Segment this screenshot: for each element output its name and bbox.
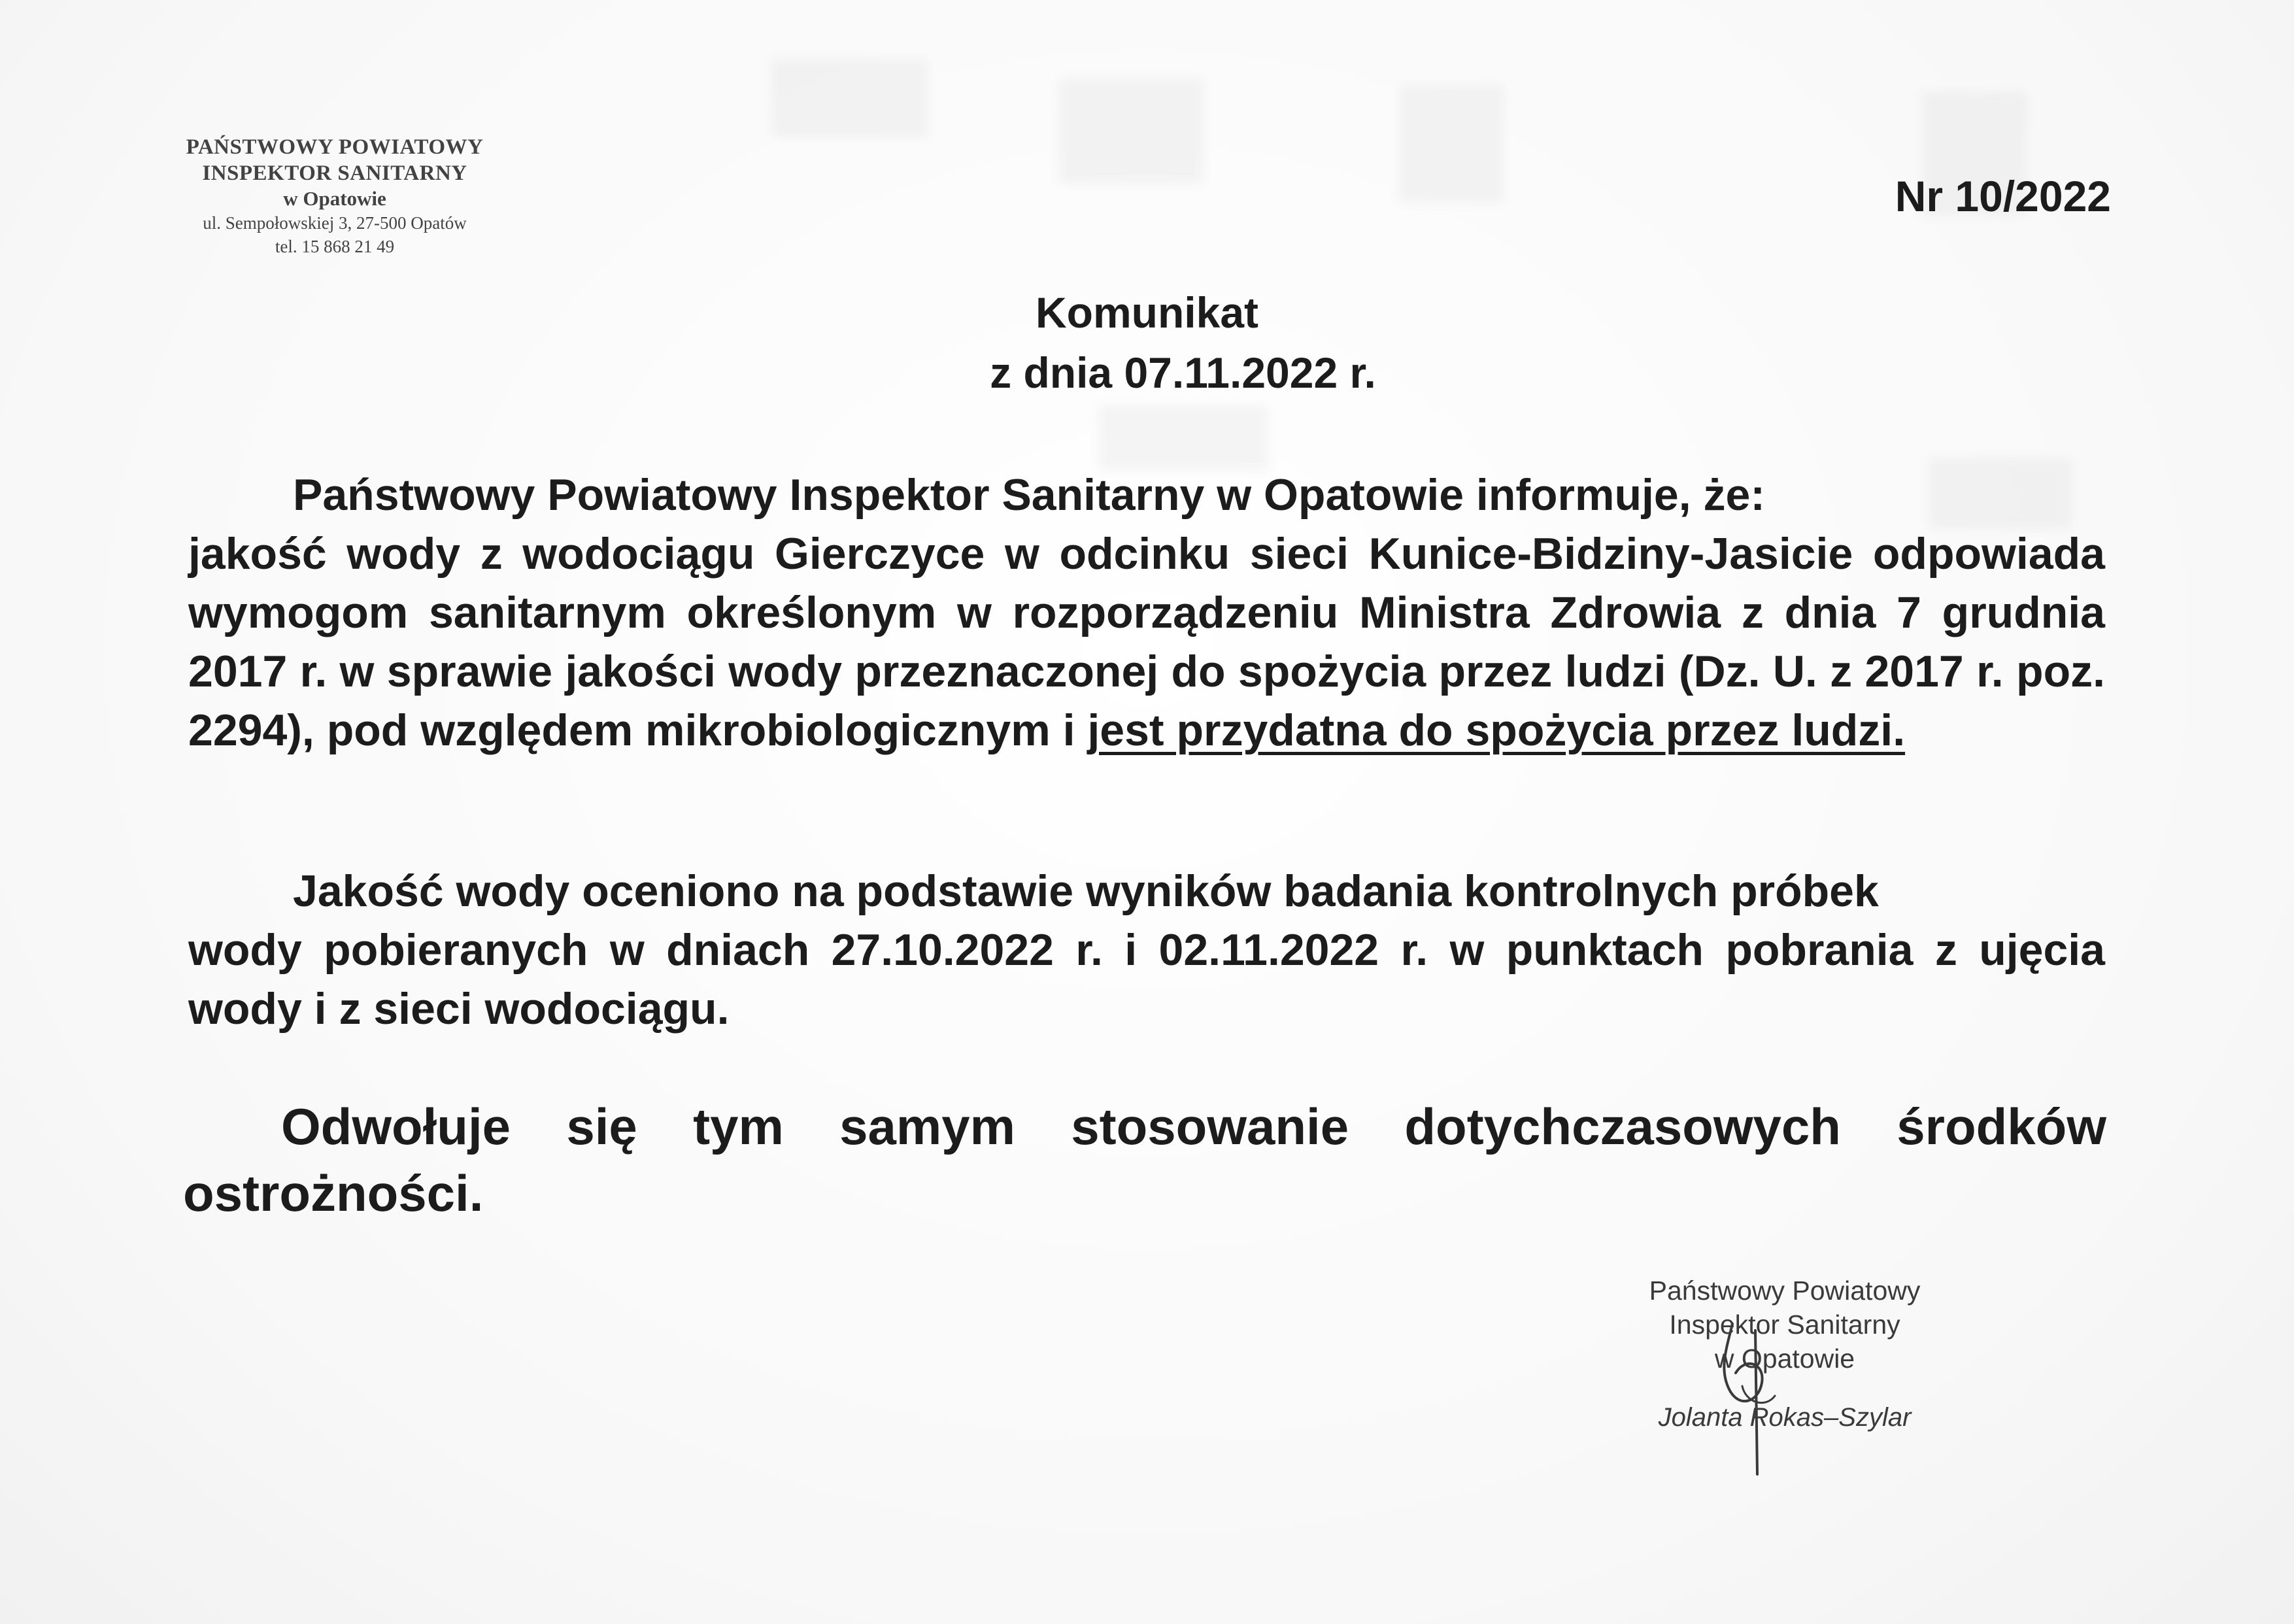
handwritten-signature-icon	[1706, 1311, 1798, 1481]
signatory-name: Jolanta Rokas–Szylar	[1658, 1403, 1912, 1432]
signature-line-2: Inspektor Sanitarny	[1669, 1310, 1900, 1340]
scan-shadow	[1098, 405, 1268, 471]
signature-line-1: Państwowy Powiatowy	[1649, 1276, 1921, 1306]
scan-shadow	[1399, 85, 1504, 203]
stamp-line-2: INSPEKTOR SANITARNY	[202, 161, 467, 185]
paragraph-1	[188, 465, 2105, 760]
header-stamp	[152, 134, 518, 258]
paragraph-3: Odwołuje się tym samym stosowanie dotychczasowych środków ostrożności.	[183, 1098, 2106, 1222]
scan-shadow	[771, 59, 928, 137]
stamp-line-1: PAŃSTWOWY POWIATOWY	[186, 135, 484, 159]
signature-line-3: w Opatowie	[1714, 1344, 1855, 1374]
paragraph-1-emphasis: jest przydatna do spożycia przez ludzi.	[1087, 705, 1906, 755]
document-title: Komunikat	[1035, 288, 1259, 337]
title-block	[0, 282, 2294, 403]
paragraph-2	[188, 862, 2105, 1038]
scan-shadow	[1059, 78, 1203, 183]
document-number: Nr 10/2022	[1895, 172, 2111, 220]
stamp-line-3: w Opatowie	[283, 187, 386, 210]
paragraph-2-body: wody pobieranych w dniach 27.10.2022 r. i 02.11.2022 r. w punktach pobrania z ujęcia wody i z sieci wodociągu.	[188, 925, 2105, 1034]
stamp-phone: tel. 15 868 21 49	[275, 237, 395, 256]
paragraph-2-lead: Jakość wody oceniono na podstawie wyników badania kontrolnych próbek	[293, 866, 1879, 916]
paragraph-1-body: jakość wody z wodociągu Gierczyce w odcinku sieci Kunice-Bidziny-Jasicie odpowiada wymogom sanitarnym określonym w rozporządzeniu Ministra Zdrowia z dnia 7 grudnia 2017 r. w sprawie jakości wody przeznaczonej do spożycia przez ludzi (Dz. U. z 2017 r. poz. 2294), pod względem mikrobiologicznym i	[188, 529, 2105, 755]
stamp-address: ul. Sempołowskiej 3, 27-500 Opatów	[203, 213, 467, 233]
paragraph-1-lead: Państwowy Powiatowy Inspektor Sanitarny w Opatowie informuje, że:	[293, 470, 1765, 520]
document-date: z dnia 07.11.2022 r.	[990, 348, 1376, 397]
